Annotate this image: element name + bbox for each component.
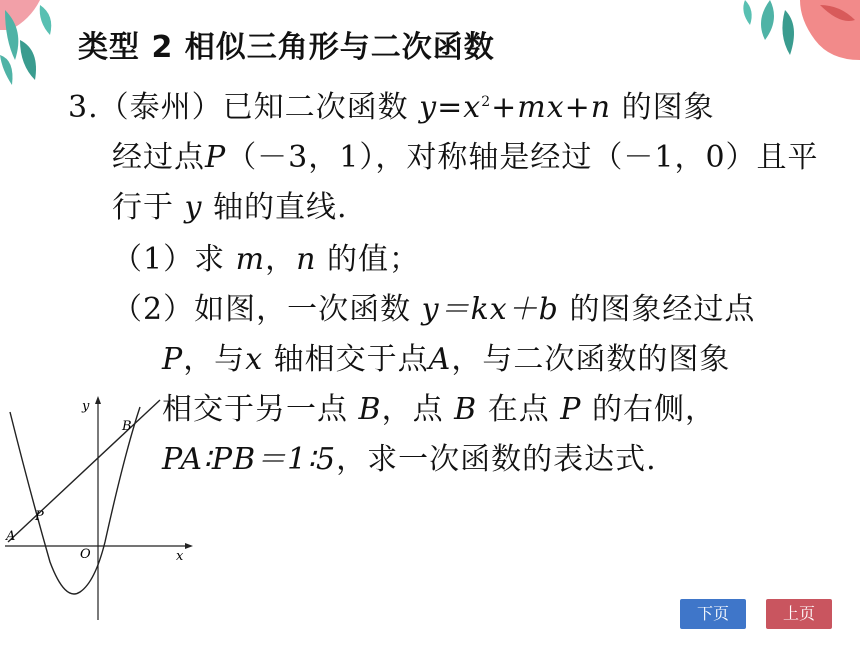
- question-part-1: （1）求 m，n 的值；: [112, 242, 420, 277]
- floral-decoration-left: [0, 0, 80, 90]
- problem-line-2: 经过点P（－3，1），对称轴是经过（－1，0）且平: [112, 140, 819, 175]
- section-title: 类型 2 相似三角形与二次函数: [78, 30, 495, 65]
- label-y: y: [82, 399, 90, 414]
- next-page-button[interactable]: 下页: [680, 599, 746, 629]
- problem-line-1: 3.（泰州）已知二次函数 $y=x^2+mx+n$ 的图象: [68, 90, 715, 125]
- question-part-2-line-1: （2）如图，一次函数 y＝kx＋b 的图象经过点: [112, 292, 756, 327]
- x-axis-arrow: [185, 543, 193, 549]
- floral-decoration-right: [730, 0, 860, 70]
- label-point-a: A: [6, 529, 16, 544]
- label-point-b: B: [122, 419, 132, 434]
- question-part-2-line-2: P，与x 轴相交于点A，与二次函数的图象: [162, 342, 731, 377]
- problem-number: 3.: [68, 90, 99, 125]
- problem-line-3: 行于 y 轴的直线.: [112, 190, 348, 225]
- question-part-2-line-3: 相交于另一点 B，点 B 在点 P 的右侧，: [162, 392, 717, 427]
- parabola-curve: [10, 407, 140, 594]
- label-point-p: P: [35, 509, 44, 524]
- linear-function-line: [8, 400, 160, 542]
- function-graph-figure: [0, 392, 200, 627]
- question-part-2-line-4: PA∶PB＝1∶5，求一次函数的表达式.: [162, 442, 657, 477]
- previous-page-button[interactable]: 上页: [766, 599, 832, 629]
- y-axis-arrow: [95, 396, 101, 404]
- label-x: x: [176, 549, 184, 564]
- label-origin: O: [80, 547, 91, 562]
